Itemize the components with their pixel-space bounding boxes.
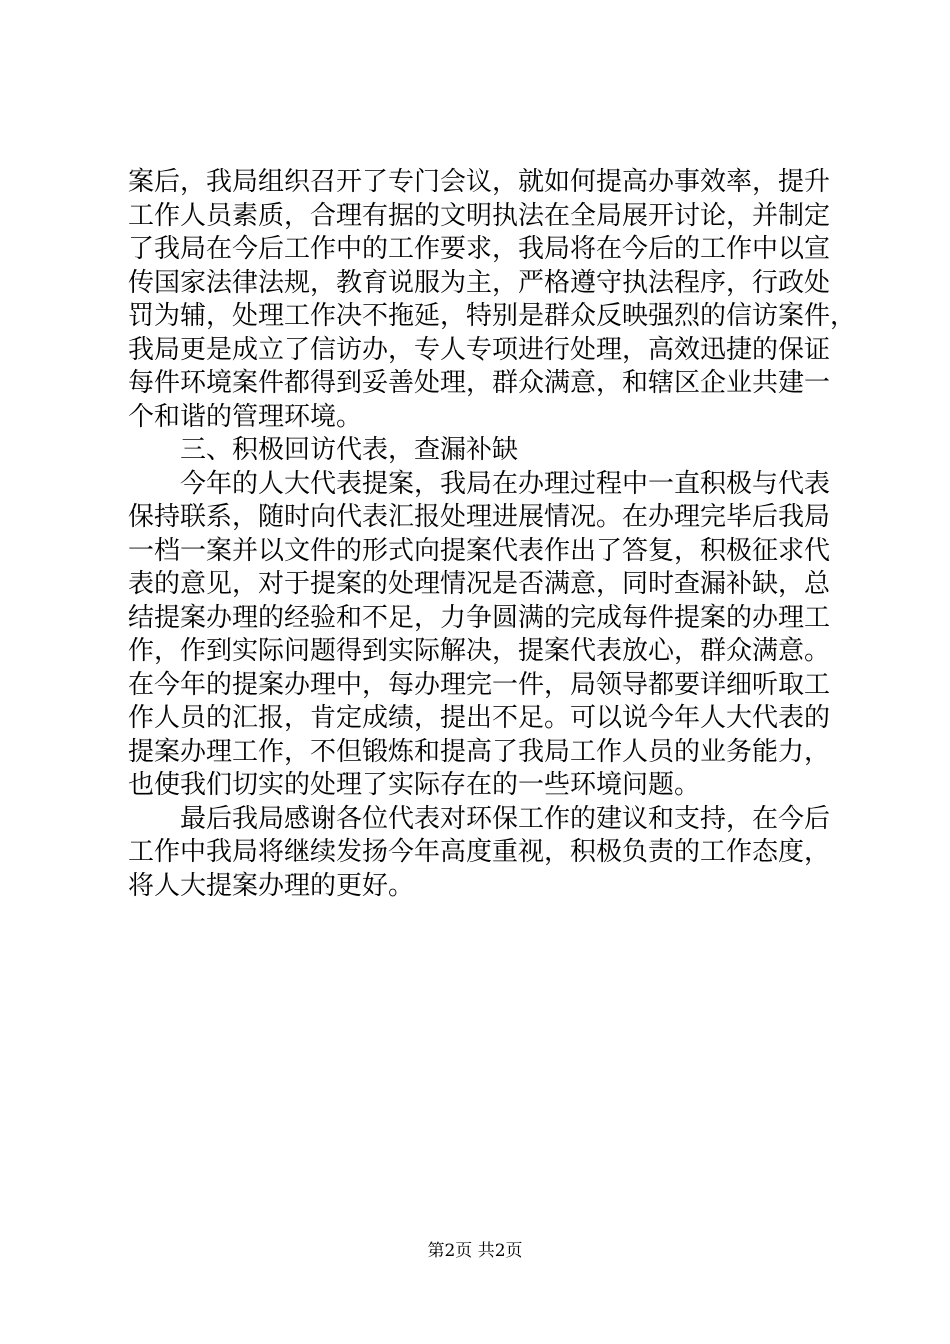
page-footer: 第2页 共2页: [427, 1241, 523, 1261]
paragraph-line: 结提案办理的经验和不足，力争圆满的完成每件提案的办理工: [128, 602, 831, 633]
paragraph-line: 最后我局感谢各位代表对环保工作的建议和支持，在今后: [180, 803, 831, 834]
paragraph-line: 作人员的汇报，肯定成绩，提出不足。可以说今年人大代表的: [128, 703, 831, 733]
paragraph-line: 三、积极回访代表，查漏补缺: [180, 435, 519, 465]
paragraph-line: 了我局在今后工作中的工作要求，我局将在今后的工作中以宣: [128, 234, 831, 264]
paragraph-line: 罚为辅，处理工作决不拖延，特别是群众反映强烈的信访案件，: [128, 301, 857, 331]
document-body: [128, 166, 857, 903]
paragraph-line: 在今年的提案办理中，每办理完一件，局领导都要详细听取工: [128, 669, 831, 700]
paragraph-line: 一档一案并以文件的形式向提案代表作出了答复，积极征求代: [128, 535, 831, 566]
paragraph-line: 工作中我局将继续发扬今年高度重视，积极负责的工作态度，: [128, 837, 831, 867]
paragraph-line: 作，作到实际问题得到实际解决，提案代表放心，群众满意。: [128, 636, 831, 666]
paragraph-line: 传国家法律法规，教育说服为主，严格遵守执法程序，行政处: [128, 267, 831, 298]
paragraph-line: 案后，我局组织召开了专门会议，就如何提高办事效率，提升: [128, 167, 831, 197]
paragraph-line: 表的意见，对于提案的处理情况是否满意，同时查漏补缺，总: [128, 569, 831, 599]
paragraph-line: 保持联系，随时向代表汇报处理进展情况。在办理完毕后我局: [128, 502, 831, 532]
paragraph-line: 将人大提案办理的更好。: [128, 870, 415, 901]
paragraph-line: 每件环境案件都得到妥善处理，群众满意，和辖区企业共建一: [128, 368, 831, 398]
paragraph-line: 工作人员素质，合理有据的文明执法在全局展开讨论，并制定: [128, 200, 831, 231]
paragraph-line: 个和谐的管理环境。: [128, 401, 363, 432]
paragraph-line: 提案办理工作，不但锻炼和提高了我局工作人员的业务能力，: [128, 736, 831, 767]
paragraph-line: 也使我们切实的处理了实际存在的一些环境问题。: [128, 770, 701, 800]
paragraph-line: 今年的人大代表提案，我局在办理过程中一直积极与代表: [180, 468, 831, 499]
paragraph-line: 我局更是成立了信访办，专人专项进行处理，高效迅捷的保证: [128, 334, 831, 365]
